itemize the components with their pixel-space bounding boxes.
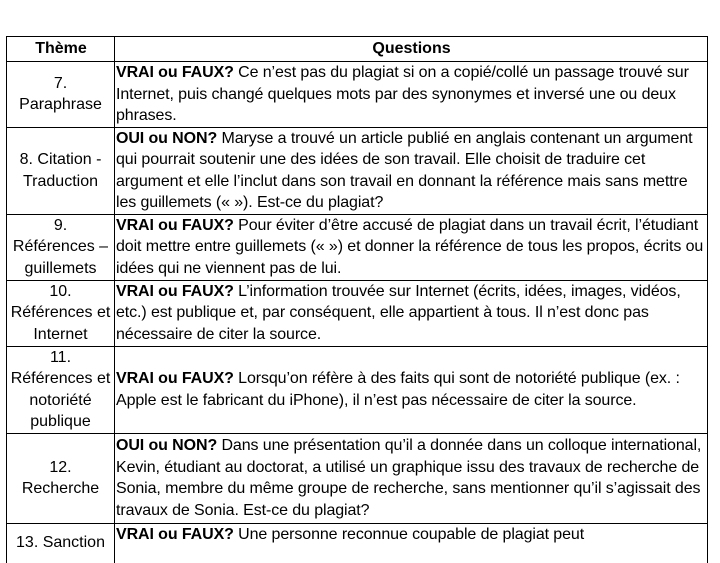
theme-cell bbox=[7, 346, 115, 433]
question-type: VRAI ou FAUX? bbox=[116, 525, 234, 543]
question-text: L’information trouvée sur Internet (écrits, idées, images, vidéos, etc.) est publique et, par conséquent, elle appartient à tous. Il n’est donc pas nécessaire de citer la source. bbox=[116, 282, 681, 343]
theme-label: 12. Recherche bbox=[21, 458, 100, 497]
theme-cell bbox=[7, 280, 115, 346]
question-type: VRAI ou FAUX? bbox=[116, 64, 234, 81]
question-type: VRAI ou FAUX? bbox=[116, 282, 234, 300]
table-row bbox=[7, 127, 708, 214]
question-text: Maryse a trouvé un article publié en anglais contenant un argument qui pourrait soutenir une des idées de son travail. Elle choisit de traduire cet argument et elle l’inclut dans son travail en donnant la référence mais sans mettre les guillemets (« »). Est-ce du plagiat? bbox=[116, 129, 693, 211]
theme-label: 8. Citation - Traduction bbox=[19, 151, 102, 190]
theme-label: 11. Références et notoriété publique bbox=[10, 348, 111, 430]
theme-cell bbox=[7, 214, 115, 280]
header-row bbox=[7, 37, 708, 62]
table-row bbox=[7, 346, 708, 433]
theme-header: Thème bbox=[7, 37, 115, 62]
question-text: Dans une présentation qu’il a donnée dans un colloque international, Kevin, étudiant au doctorat, a utilisé un graphique issu des travaux de recherche de Sonia, membre du même groupe de recherche, sans mentionner qu’il s’agissait des travaux de Sonia. Est-ce du plagiat? bbox=[116, 437, 702, 519]
question-type: OUI ou NON? bbox=[116, 129, 218, 147]
question-cell bbox=[115, 523, 708, 563]
question-cell bbox=[115, 62, 708, 128]
table-row bbox=[7, 433, 708, 523]
questions-header: Questions bbox=[115, 37, 708, 62]
theme-cell bbox=[7, 127, 115, 214]
table-row bbox=[7, 62, 708, 128]
question-type: OUI ou NON? bbox=[116, 437, 218, 454]
question-type: VRAI ou FAUX? bbox=[116, 216, 234, 234]
question-cell bbox=[115, 127, 708, 214]
question-cell bbox=[115, 346, 708, 433]
table-row bbox=[7, 214, 708, 280]
question-cell bbox=[115, 433, 708, 523]
question-cell bbox=[115, 280, 708, 346]
table-row bbox=[7, 280, 708, 346]
theme-label: 7. Paraphrase bbox=[19, 74, 102, 114]
question-cell bbox=[115, 214, 708, 280]
question-text: Lorsqu’on réfère à des faits qui sont de notoriété publique (ex. : Apple est le fabricant du iPhone), il n’est pas nécessaire de citer la source. bbox=[116, 370, 680, 409]
table-row bbox=[7, 523, 708, 563]
theme-cell bbox=[7, 523, 115, 563]
theme-cell bbox=[7, 62, 115, 128]
theme-label: 13. Sanction bbox=[16, 533, 105, 551]
question-text: Une personne reconnue coupable de plagiat peut bbox=[233, 525, 585, 543]
theme-label: 9. Références – guillemets bbox=[12, 216, 109, 277]
theme-cell bbox=[7, 433, 115, 523]
theme-label: 10. Références et Internet bbox=[10, 282, 111, 343]
question-text: Pour éviter d’être accusé de plagiat dans un travail écrit, l’étudiant doit mettre entre guillemets (« ») et donner la référence de tous les propos, écrits ou idées qui ne viennent pas de lui. bbox=[116, 216, 704, 277]
quiz-table bbox=[6, 36, 708, 563]
question-text: Ce n’est pas du plagiat si on a copié/collé un passage trouvé sur Internet, puis changé quelques mots par des synonymes et inversé une ou deux phrases. bbox=[116, 64, 689, 124]
question-type: VRAI ou FAUX? bbox=[116, 370, 234, 387]
